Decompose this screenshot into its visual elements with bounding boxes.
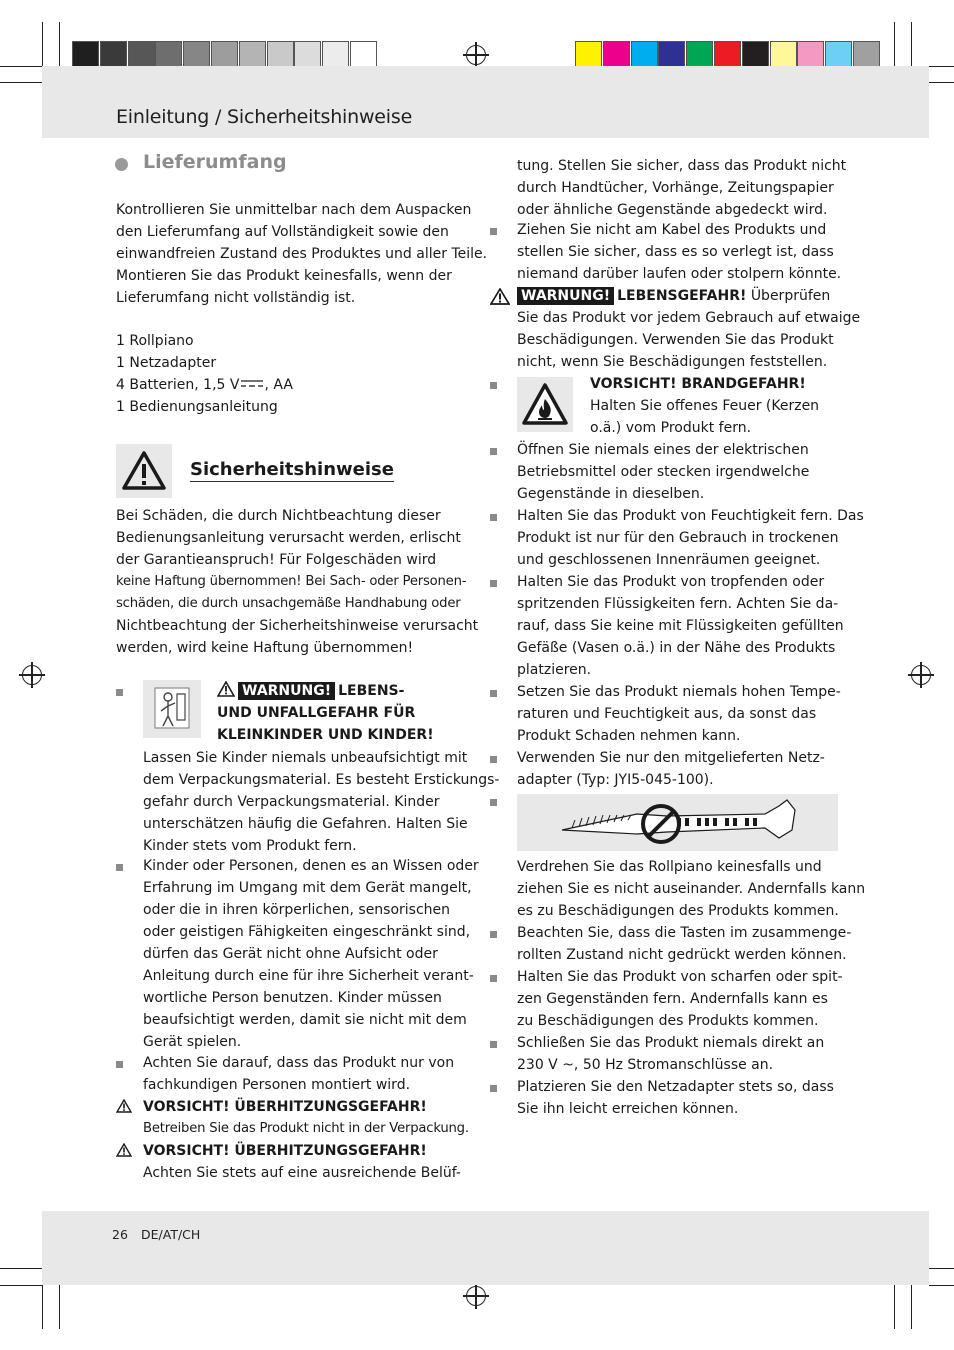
color-swatch — [267, 41, 294, 68]
registration-mark-icon — [466, 45, 486, 65]
warning-label: WARNUNG! — [517, 287, 614, 305]
list-bullet-icon — [490, 1041, 497, 1048]
color-swatch — [658, 41, 685, 68]
warning-label: WARNUNG! — [238, 682, 335, 700]
list-item: 1 Rollpiano — [116, 333, 194, 349]
twisted-piano-prohibited-icon — [517, 794, 838, 851]
list-bullet-icon — [490, 975, 497, 982]
region-label: DE/AT/CH — [141, 1227, 201, 1242]
caution-triangle-icon — [116, 1143, 132, 1157]
registration-mark-icon — [911, 665, 931, 685]
color-swatch — [631, 41, 658, 68]
no-twist-illustration — [517, 794, 838, 851]
child-warning-pictogram — [143, 680, 201, 738]
color-swatch — [575, 41, 602, 68]
color-swatch — [603, 41, 630, 68]
keys-text: Beachten Sie, dass die Tasten im zusammenge- rollten Zustand nicht gedrückt werden können. — [517, 925, 852, 963]
life-danger-warning: WARNUNG! LEBENSGEFAHR! Überprüfen Sie das Produkt vor jedem Gebrauch auf etwaige Beschädigungen. Verwenden Sie das Produkt nicht, wenn Sie Beschädigungen feststellen. — [517, 288, 861, 370]
list-bullet-icon — [490, 580, 497, 587]
list-bullet-icon — [490, 756, 497, 763]
list-bullet-icon — [490, 514, 497, 521]
list-bullet-icon — [116, 689, 123, 696]
color-swatch — [155, 41, 182, 68]
lieferumfang-list — [116, 330, 293, 418]
color-swatch — [294, 41, 321, 68]
color-swatch — [183, 41, 210, 68]
dc-voltage-symbol-icon — [240, 378, 264, 390]
color-swatch — [742, 41, 769, 68]
color-swatch — [128, 41, 155, 68]
humidity-text: Halten Sie das Produkt von Feuchtigkeit fern. Das Produkt ist nur für den Gebrauch in trockenen und geschlossenen Innenräumen geeignet. — [517, 508, 864, 568]
color-swatch — [350, 41, 377, 68]
color-swatch — [100, 41, 127, 68]
overheat-warning-1: VORSICHT! ÜBERHITZUNGSGEFAHR! Betreiben Sie das Produkt nicht in der Verpackung. — [143, 1099, 469, 1136]
mains-text: Schließen Sie das Produkt niemals direkt an 230 V ~, 50 Hz Stromanschlüsse an. — [517, 1035, 825, 1073]
list-bullet-icon — [490, 690, 497, 697]
color-swatch — [853, 41, 880, 68]
kids-warning-text: Lassen Sie Kinder niemals unbeaufsichtigt mit dem Verpackungsmaterial. Es besteht Erstickungs- gefahr durch Verpackungsmaterial. Kinder unterschätzen häufig die Gefahren. Halten Sie Kinder stets vom Produkt fern. — [143, 750, 500, 854]
color-swatch — [825, 41, 852, 68]
list-bullet-icon — [490, 931, 497, 938]
persons-text: Kinder oder Personen, denen es an Wissen oder Erfahrung im Umgang mit dem Gerät mangelt, oder die in ihren körperlichen, sensorischen oder geistigen Fähigkeiten eingeschränkt sind, dürfen das Gerät nicht ohne Aufsicht oder Anleitung durch eine für ihre Sicherheit verant- wortliche Person benutzen. Kinder müssen beaufsichtigt werden, damit sie nicht mit dem Gerät spielen. — [143, 858, 479, 1050]
page-title: Einleitung / Sicherheitshinweise — [116, 106, 413, 128]
child-icon — [143, 680, 201, 738]
list-bullet-icon — [490, 799, 497, 806]
list-bullet-icon — [490, 1085, 497, 1092]
color-swatch — [686, 41, 713, 68]
warning-triangle-icon — [116, 444, 172, 498]
placement-text: Platzieren Sie den Netzadapter stets so, dass Sie ihn leicht erreichen können. — [517, 1079, 834, 1117]
heading-bullet-icon — [115, 158, 128, 171]
safety-heading: Sicherheitshinweise — [190, 459, 394, 480]
warning-triangle-icon — [217, 681, 235, 697]
fire-hazard-icon — [517, 377, 573, 432]
color-swatch — [770, 41, 797, 68]
list-bullet-icon — [116, 1061, 123, 1068]
safety-icon-box — [116, 444, 172, 498]
color-swatch — [797, 41, 824, 68]
color-swatch — [322, 41, 349, 68]
safety-intro: Bei Schäden, die durch Nichtbeachtung dieser Bedienungsanleitung verursacht werden, erlischt der Garantieanspruch! Für Folgeschäden wird keine Haftung übernommen! Bei Sach- oder Personen- schäden, die durch unsachgemäße Handhabung oder Nichtbeachtung der Sicherheitshinweise verursacht werden, wird keine Haftung übernommen! — [116, 508, 479, 656]
list-bullet-icon — [490, 448, 497, 455]
twist-text: Verdrehen Sie das Rollpiano keinesfalls und ziehen Sie es nicht auseinander. Andernfalls kann es zu Beschädigungen des Produkts kommen. — [517, 859, 866, 919]
footer-band — [42, 1211, 929, 1285]
kids-warning-title: WARNUNG! LEBENS- UND UNFALLGEFAHR FÜR KLEINKINDER UND KINDER! — [217, 683, 434, 743]
temperature-text: Setzen Sie das Produkt niemals hohen Tempe- raturen und Feuchtigkeit aus, da sonst das Produkt Schaden nehmen kann. — [517, 684, 841, 744]
dripping-text: Halten Sie das Produkt von tropfenden oder spritzenden Flüssigkeiten fern. Achten Sie da- rauf, dass Sie keine mit Flüssigkeiten gefüllten Gefäße (Vasen o.ä.) in der Nähe des Produkts platzieren. — [517, 574, 844, 678]
mount-text: Achten Sie darauf, dass das Produkt nur von fachkundigen Personen montiert wird. — [143, 1055, 455, 1093]
color-swatch — [239, 41, 266, 68]
list-bullet-icon — [490, 382, 497, 389]
list-bullet-icon — [116, 864, 123, 871]
cable-text: Ziehen Sie nicht am Kabel des Produkts und stellen Sie sicher, dass es so verlegt ist, dass niemand darüber laufen oder stolpern könnte. — [517, 222, 842, 282]
list-item: 1 Netzadapter — [116, 355, 217, 371]
caution-triangle-icon — [116, 1099, 132, 1113]
registration-mark-icon — [22, 665, 42, 685]
lieferumfang-intro: Kontrollieren Sie unmittelbar nach dem Auspacken den Lieferumfang auf Vollständigkeit sowie den einwandfreien Zustand des Produktes und aller Teile. Montieren Sie das Produkt keinesfalls, wenn der Lieferumfang nicht vollständig ist. — [116, 202, 488, 306]
ventilation-continued: tung. Stellen Sie sicher, dass das Produkt nicht durch Handtücher, Vorhänge, Zeitungspapier oder ähnliche Gegenstände abgedeckt wird. — [517, 158, 847, 218]
lieferumfang-heading: Lieferumfang — [143, 151, 287, 173]
list-item: 1 Bedienungsanleitung — [116, 399, 278, 415]
color-swatch — [211, 41, 238, 68]
sharp-text: Halten Sie das Produkt von scharfen oder spit- zen Gegenständen fern. Andernfalls kann es zu Beschädigungen des Produkts kommen. — [517, 969, 843, 1029]
adapter-text: Verwenden Sie nur den mitgelieferten Netz- adapter (Typ: JYI5-045-100). — [517, 750, 825, 788]
color-swatch — [714, 41, 741, 68]
warning-triangle-icon — [490, 288, 510, 305]
registration-mark-icon — [466, 1286, 486, 1306]
open-text: Öffnen Sie niemals eines der elektrischen Betriebsmittel oder stecken irgendwelche Gegenstände in dieselben. — [517, 442, 810, 502]
list-item: 4 Batterien, 1,5 V , AA — [116, 377, 293, 393]
color-swatch — [72, 41, 99, 68]
fire-warning-pictogram — [517, 377, 573, 432]
fire-warning: VORSICHT! BRANDGEFAHR! Halten Sie offenes Feuer (Kerzen o.ä.) vom Produkt fern. — [590, 376, 820, 436]
overheat-warning-2: VORSICHT! ÜBERHITZUNGSGEFAHR! Achten Sie stets auf eine ausreichende Belüf- — [143, 1143, 461, 1181]
list-bullet-icon — [490, 228, 497, 235]
page-number: 26 — [112, 1227, 128, 1242]
